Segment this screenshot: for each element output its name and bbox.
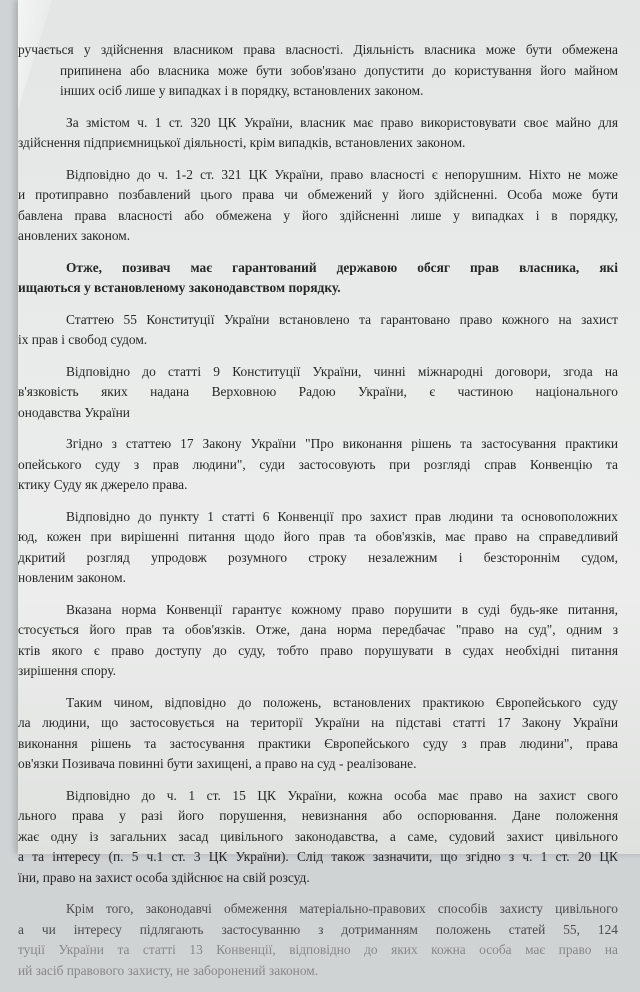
text-line: и протиправно позбавлений цього права чи обмежений у його здійсненні. Особа може бути bbox=[18, 187, 618, 202]
text-line: стосується його прав та обов'язків. Отже, дана норма передбачає "право на суд", одним з bbox=[18, 622, 618, 637]
text-line: ий засіб правового захисту, не заборонений законом. bbox=[18, 962, 319, 978]
paragraph bbox=[18, 507, 618, 589]
text-line: припинена або власника може бути зобов'язано допустити до користування його майном bbox=[60, 62, 618, 78]
text-line: в'язковість яких надана Верховною Радою України, є частиною національного bbox=[18, 384, 618, 399]
paragraph bbox=[18, 362, 618, 424]
text-line: Отже, позивач має гарантований державою обсяг прав власника, які bbox=[66, 259, 618, 275]
text-line: Відповідно до ч. 1 ст. 15 ЦК України, кожна особа має право на захист свого bbox=[66, 787, 618, 803]
text-line: жає одну із загальних засад цивільного законодавства, а саме, судовий захист цивільного bbox=[18, 828, 618, 844]
text-line: а чи інтересу підлягають застосуванню з дотриманням положень статей 55, 124 bbox=[18, 921, 618, 937]
text-line: Таким чином, відповідно до положень, встановлених практикою Європейського суду bbox=[66, 694, 618, 710]
text-line: Відповідно до пункту 1 статті 6 Конвенції про захист прав людини та основоположних bbox=[66, 508, 618, 524]
text-line: ищаються у встановленому законодавством порядку. bbox=[18, 280, 341, 295]
text-line: бавлена права власності або обмежена у його здійсненні лише у випадках і в порядку, bbox=[18, 207, 618, 223]
text-line: юд, кожен при вирішенні питання щодо його прав та обов'язків, має право на справедливий bbox=[18, 529, 618, 544]
text-line: ктів якого є право доступу до суду, тобто право порушувати в судах необхідні питання bbox=[18, 642, 618, 658]
paragraph bbox=[18, 258, 618, 299]
text-line: опейського суду з прав людини", суди застосовують при розгляді справ Конвенцію та bbox=[18, 456, 618, 472]
paragraph bbox=[18, 113, 618, 154]
text-line: Крім того, законодавчі обмеження матеріально-правових способів захисту цивільного bbox=[66, 901, 618, 916]
text-line: виконання рішень та застосування практики Європейського суду з прав людини", права bbox=[18, 735, 618, 751]
paragraph bbox=[18, 600, 618, 682]
text-line: Статтею 55 Конституції України встановлено та гарантовано право кожного на захист bbox=[66, 311, 618, 327]
paragraph bbox=[18, 434, 618, 496]
text-line: а та інтересу (п. 5 ч.1 ст. 3 ЦК України). Слід також зазначити, що згідно з ч. 1 ст. 20 ЦК bbox=[18, 849, 618, 864]
document-page bbox=[18, 0, 640, 978]
text-line: іх прав і свобод судом. bbox=[18, 332, 148, 347]
text-line: дкритий розгляд упродовж розумного строку незалежним і безстороннім судом, bbox=[18, 549, 618, 565]
text-line: новленим законом. bbox=[18, 570, 126, 585]
paragraph bbox=[18, 786, 618, 889]
text-line: ла людини, що застосовується на території України на підставі статті 17 Закону України bbox=[18, 715, 618, 730]
text-line: Відповідно до ч. 1-2 ст. 321 ЦК України, право власності є непорушним. Ніхто не може bbox=[66, 166, 618, 182]
text-line: здійснення підприємницької діяльності, крім випадків, встановлених законом. bbox=[18, 135, 466, 150]
text-line: ов'язки Позивача повинні бути захищені, а право на суд - реалізоване. bbox=[18, 756, 417, 771]
text-line: онодавства України bbox=[18, 404, 130, 420]
text-line: їни, право на захист особа здійснює на свій розсуд. bbox=[18, 869, 310, 885]
text-line: За змістом ч. 1 ст. 320 ЦК України, власник має право використовувати своє майно для bbox=[66, 114, 618, 130]
text-line: Вказана норма Конвенції гарантує кожному право порушити в суді будь-яке питання, bbox=[66, 601, 618, 617]
paragraph bbox=[18, 40, 618, 102]
text-line: льного права у разі його порушення, невизнання або оспорювання. Дане положення bbox=[18, 808, 618, 823]
text-line: зирішення спору. bbox=[18, 663, 116, 678]
paragraph bbox=[18, 310, 618, 351]
text-line: інших осіб лише у випадках і в порядку, встановлених законом. bbox=[60, 83, 424, 98]
document-body bbox=[18, 40, 618, 992]
paragraph bbox=[18, 693, 618, 775]
text-line: туції України та статті 13 Конвенції, відповідно до яких кожна особа має право на bbox=[18, 942, 618, 957]
text-line: ктику Суду як джерело права. bbox=[18, 477, 188, 492]
text-line: ановлених законом. bbox=[18, 228, 131, 243]
text-line: Згідно з статтею 17 Закону України "Про виконання рішень та застосування практики bbox=[66, 436, 618, 451]
text-line: ручається у здійснення власником права власності. Діяльність власника може бути обмежена bbox=[18, 42, 618, 57]
paragraph bbox=[18, 899, 618, 981]
paragraph bbox=[18, 165, 618, 247]
text-line: Відповідно до статті 9 Конституції України, чинні міжнародні договори, згода на bbox=[66, 363, 618, 379]
